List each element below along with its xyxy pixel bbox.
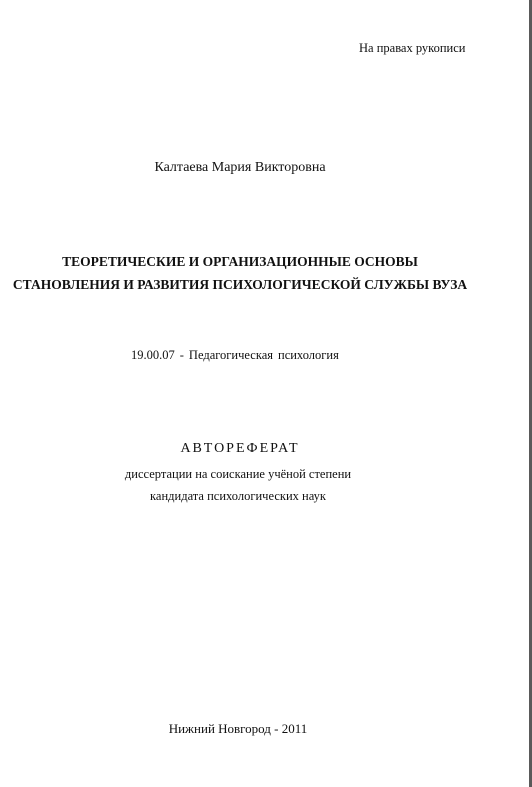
manuscript-rights-note: На правах рукописи [359, 41, 466, 55]
specialty-name-part-2: психология [278, 348, 339, 362]
author-name: Калтаева Мария Викторовна [154, 160, 326, 175]
specialty-name-part-1: Педагогическая [188, 348, 273, 362]
dissertation-title-line-2: СТАНОВЛЕНИЯ И РАЗВИТИЯ ПСИХОЛОГИЧЕСКОЙ СЛУЖБЫ ВУЗА [12, 277, 468, 292]
specialty-code: 19.00.07 [131, 348, 175, 362]
degree-line-1: диссертации на соискание учёной степени [124, 467, 352, 481]
specialty-line [131, 348, 339, 363]
specialty-dash: - [179, 348, 184, 362]
document-type-heading: АВТОРЕФЕРАТ [180, 441, 300, 456]
dissertation-title-line-1: ТЕОРЕТИЧЕСКИЕ И ОРГАНИЗАЦИОННЫЕ ОСНОВЫ [62, 254, 418, 269]
degree-line-2: кандидата психологических наук [150, 489, 326, 503]
place-and-year: Нижний Новгород - 2011 [168, 721, 308, 736]
